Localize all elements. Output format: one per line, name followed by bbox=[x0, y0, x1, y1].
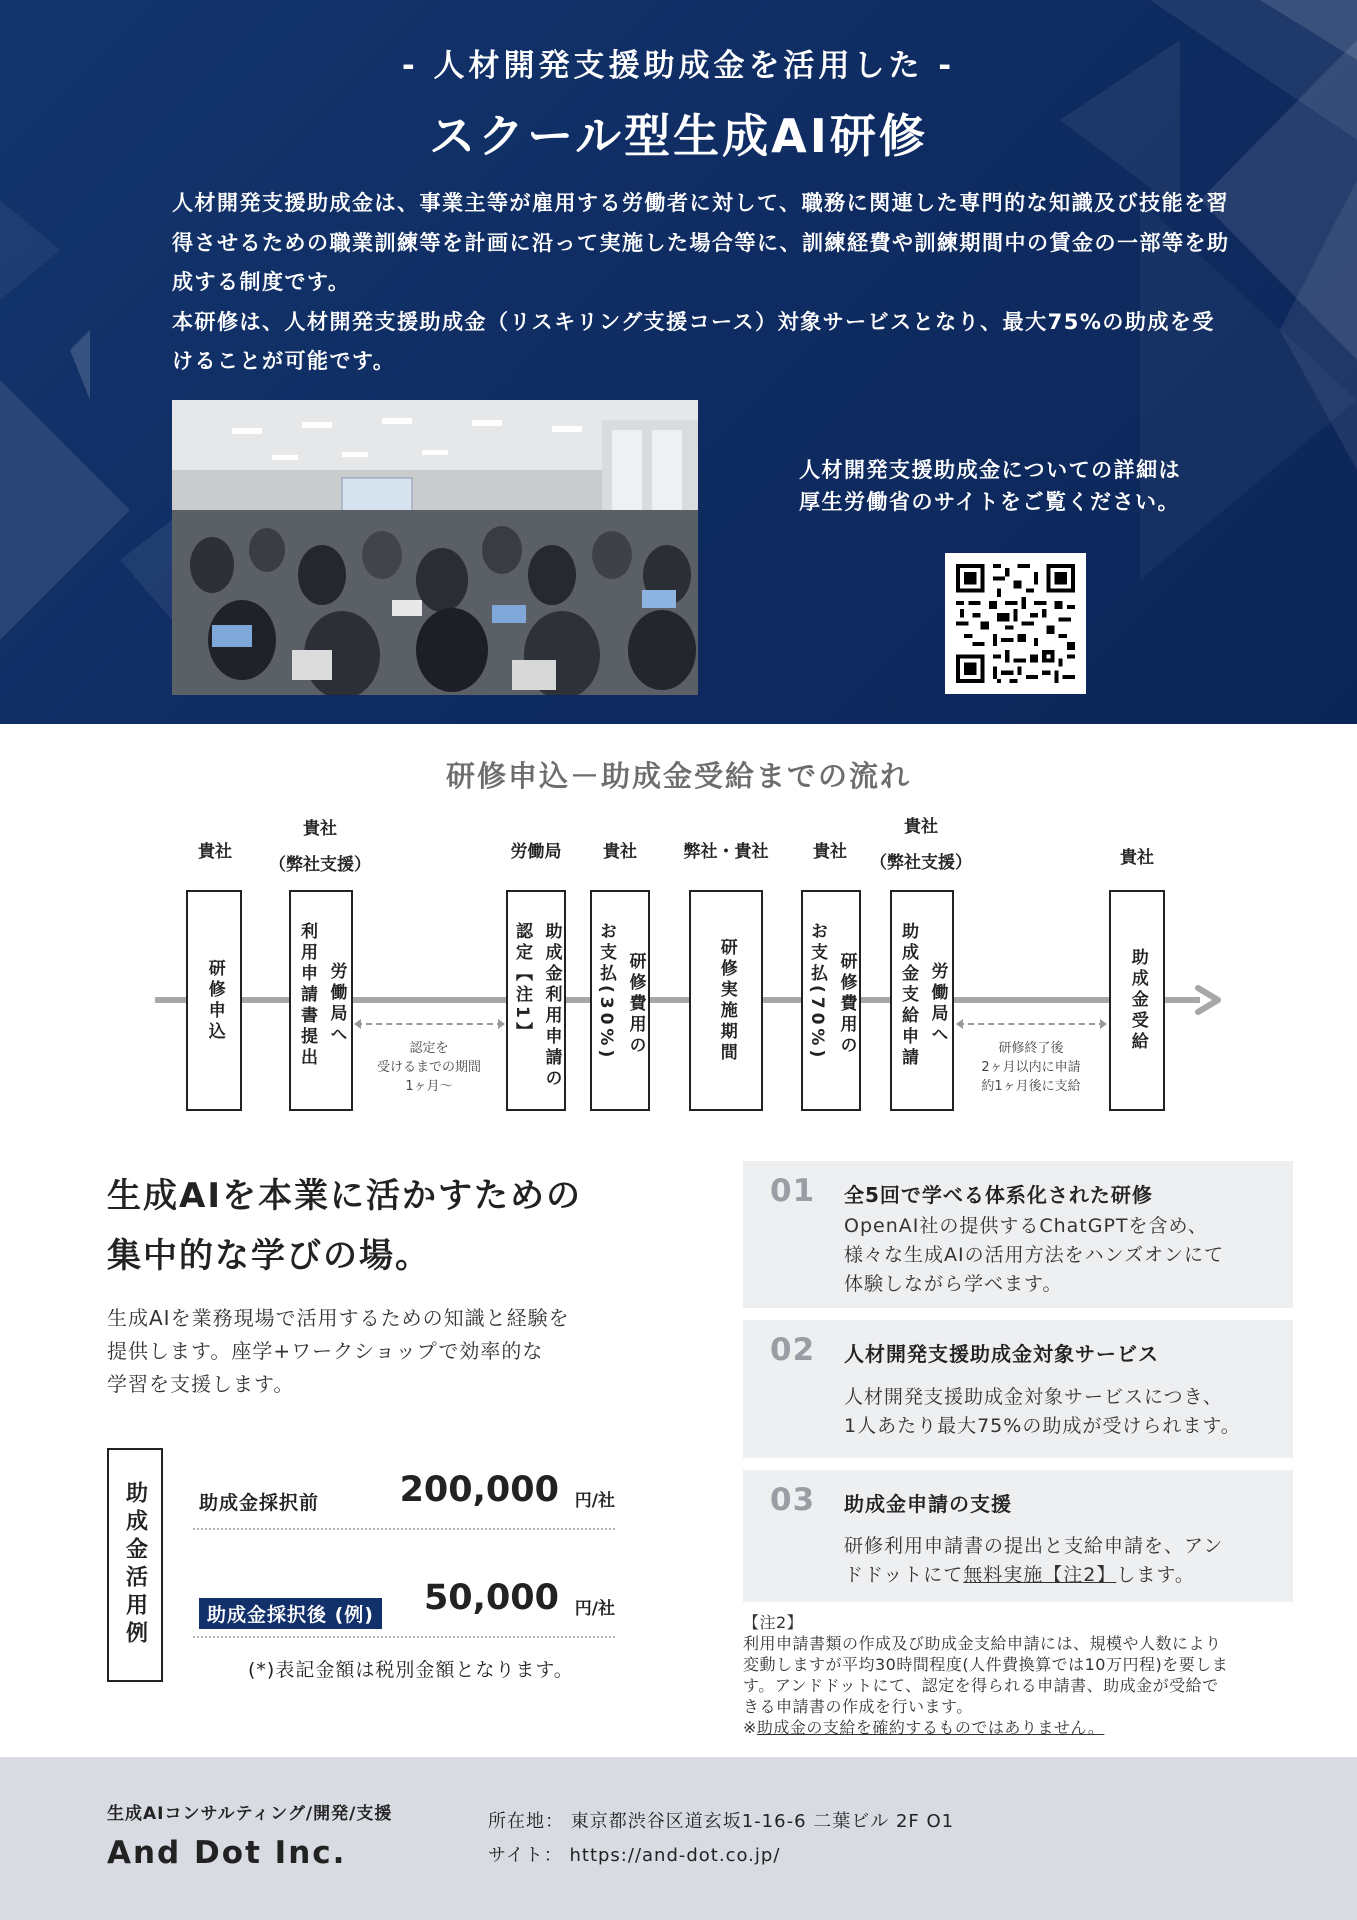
point-title-1: 全5回で学べる体系化された研修 bbox=[844, 1183, 1153, 1207]
flow-step-6 bbox=[801, 890, 861, 1111]
hero-info-line-2: 厚生労働省のサイトをご覧ください。 bbox=[799, 490, 1181, 514]
free-support-note-link: 無料実施【注2】 bbox=[963, 1564, 1117, 1586]
flow-step-1 bbox=[186, 890, 242, 1111]
flow-label-7: 貴社 （弊社支援） bbox=[870, 817, 972, 873]
feature-heading bbox=[107, 1166, 707, 1286]
flow-label-5: 弊社・貴社 bbox=[683, 842, 769, 862]
price-after-unit: 円/社 bbox=[574, 1599, 615, 1619]
interval-arrow-2 bbox=[958, 1023, 1105, 1025]
flow-step-1-text: 研修申込 bbox=[204, 958, 225, 1043]
classroom-photo bbox=[172, 400, 698, 695]
company-name: And Dot Inc. bbox=[107, 1835, 347, 1871]
hero-description-2: 本研修は、人材開発支援助成金（リスキリング支援コース）対象サービスとなり、最大75%の助成を受けることが可能です。 bbox=[172, 309, 1215, 373]
price-before-label: 助成金採択前 bbox=[199, 1492, 320, 1514]
point-body-3: 研修利用申請書の提出と支給申請を、アン ドドットにて無料実施【注2】します。 bbox=[844, 1535, 1224, 1586]
footer-address: 所在地： 東京都渋谷区道玄坂1-16-6 二葉ビル 2F O1 bbox=[488, 1811, 955, 1832]
point-title-2: 人材開発支援助成金対象サービス bbox=[844, 1342, 1159, 1366]
point-title-3: 助成金申請の支援 bbox=[844, 1492, 1012, 1516]
hero-banner bbox=[0, 0, 1357, 724]
hero-title: スクール型生成AI研修 bbox=[429, 109, 928, 163]
tax-note: (*)表記金額は税別金額となります。 bbox=[248, 1659, 574, 1681]
point-body-1: OpenAI社の提供するChatGPTを含め、 様々な生成AIの活用方法をハンズオンにて 体験しながら学べます。 bbox=[844, 1215, 1225, 1295]
pricing-example-label: 助成金活用例 bbox=[107, 1448, 163, 1682]
flow-step-4 bbox=[590, 890, 650, 1111]
flow-label-6: 貴社 bbox=[813, 842, 847, 862]
note-2: 【注2】 利用申請書類の作成及び助成金支給申請には、規模や人数により 変動しますが平均30時間程度(人件費換算では10万円程)を要しま す。アンドドットにて、認定を得られる申請書、助成金が受給で きる申請書の作成を行います。 ※助成金の支給を確約するものではありません。 bbox=[743, 1613, 1229, 1737]
interval-note-2: 研修終了後 2ヶ月以内に申請 約1ヶ月後に支給 bbox=[981, 1041, 1081, 1094]
price-after-amount: 50,000 bbox=[423, 1578, 559, 1618]
flow-label-4: 貴社 bbox=[603, 842, 637, 862]
flow-step-4-text-2: お支払(30%) bbox=[596, 922, 616, 1062]
point-card-2 bbox=[743, 1320, 1293, 1458]
flow-step-7-text-1: 労働局へ bbox=[927, 962, 948, 1046]
price-before-unit: 円/社 bbox=[574, 1491, 615, 1511]
qr-code-icon[interactable] bbox=[945, 553, 1086, 694]
flow-step-8 bbox=[1109, 890, 1165, 1111]
site-link[interactable]: https://and-dot.co.jp/ bbox=[569, 1845, 781, 1866]
flow-step-2-text-1: 労働局へ bbox=[326, 962, 347, 1046]
point-body-2: 人材開発支援助成金対象サービスにつき、 1人あたり最大75%の助成が受けられます。 bbox=[844, 1386, 1241, 1437]
price-row-after bbox=[193, 1578, 615, 1638]
flow-step-3-text-2: 認定【注1】 bbox=[512, 922, 532, 1043]
feature-heading-2: 集中的な学びの場。 bbox=[107, 1236, 431, 1276]
point-card-3 bbox=[743, 1470, 1293, 1602]
interval-note-1: 認定を 受けるまでの期間 1ヶ月〜 bbox=[376, 1041, 481, 1094]
flow-step-4-text-1: 研修費用の bbox=[625, 952, 646, 1057]
flow-step-7 bbox=[890, 890, 954, 1111]
flow-step-6-text-1: 研修費用の bbox=[836, 952, 857, 1057]
flow-step-5 bbox=[689, 890, 763, 1111]
footer bbox=[0, 1757, 1357, 1920]
price-row-before bbox=[193, 1470, 615, 1530]
hero-description-1: 人材開発支援助成金は、事業主等が雇用する労働者に対して、職務に関連した専門的な知識及び技能を習得させるための職業訓練等を計画に沿って実施した場合等に、訓練経費や訓練期間中の賃金の一部等を助成する制度です。 bbox=[172, 191, 1230, 294]
flow-step-6-text-2: お支払(70%) bbox=[807, 922, 827, 1062]
price-before-amount: 200,000 bbox=[399, 1470, 559, 1510]
interval-arrow-1 bbox=[356, 1023, 503, 1025]
flow-step-7-text-2: 助成金支給申請 bbox=[898, 922, 918, 1069]
price-after-label: 助成金採択後 (例) bbox=[199, 1598, 382, 1629]
flow-step-2 bbox=[289, 890, 353, 1111]
point-number-1: 01 bbox=[770, 1173, 816, 1209]
feature-heading-1: 生成AIを本業に活かすための bbox=[107, 1176, 582, 1216]
flow-step-2-text-2: 利用申請書提出 bbox=[297, 922, 317, 1069]
flow-step-8-text: 助成金受給 bbox=[1127, 948, 1148, 1053]
flow-label-2: 貴社 （弊社支援） bbox=[269, 819, 371, 875]
feature-description: 生成AIを業務現場で活用するための知識と経験を 提供します。座学+ワークショップで効率的な 学習を支援します。 bbox=[107, 1306, 570, 1396]
point-number-3: 03 bbox=[770, 1482, 816, 1518]
point-card-1 bbox=[743, 1161, 1293, 1308]
flow-title: 研修申込－助成金受給までの流れ bbox=[445, 759, 911, 793]
hero-description bbox=[172, 184, 1232, 382]
point-number-2: 02 bbox=[770, 1332, 816, 1368]
flow-label-8: 貴社 bbox=[1120, 848, 1154, 868]
hero-subtitle: - 人材開発支援助成金を活用した - bbox=[401, 48, 956, 84]
flow-step-3 bbox=[506, 890, 566, 1111]
arrow-right-icon bbox=[1192, 985, 1224, 1015]
flow-label-3: 労働局 bbox=[510, 842, 562, 862]
flow-label-1: 貴社 bbox=[198, 842, 232, 862]
hero-info bbox=[770, 454, 1270, 518]
flow-step-5-text: 研修実施期間 bbox=[716, 937, 737, 1064]
footer-site: サイト： https://and-dot.co.jp/ bbox=[488, 1845, 781, 1866]
flow-step-3-text-1: 助成金利用申請の bbox=[541, 922, 562, 1090]
footer-tagline: 生成AIコンサルティング/開発/支援 bbox=[107, 1804, 393, 1824]
hero-info-line-1: 人材開発支援助成金についての詳細は bbox=[799, 458, 1182, 482]
